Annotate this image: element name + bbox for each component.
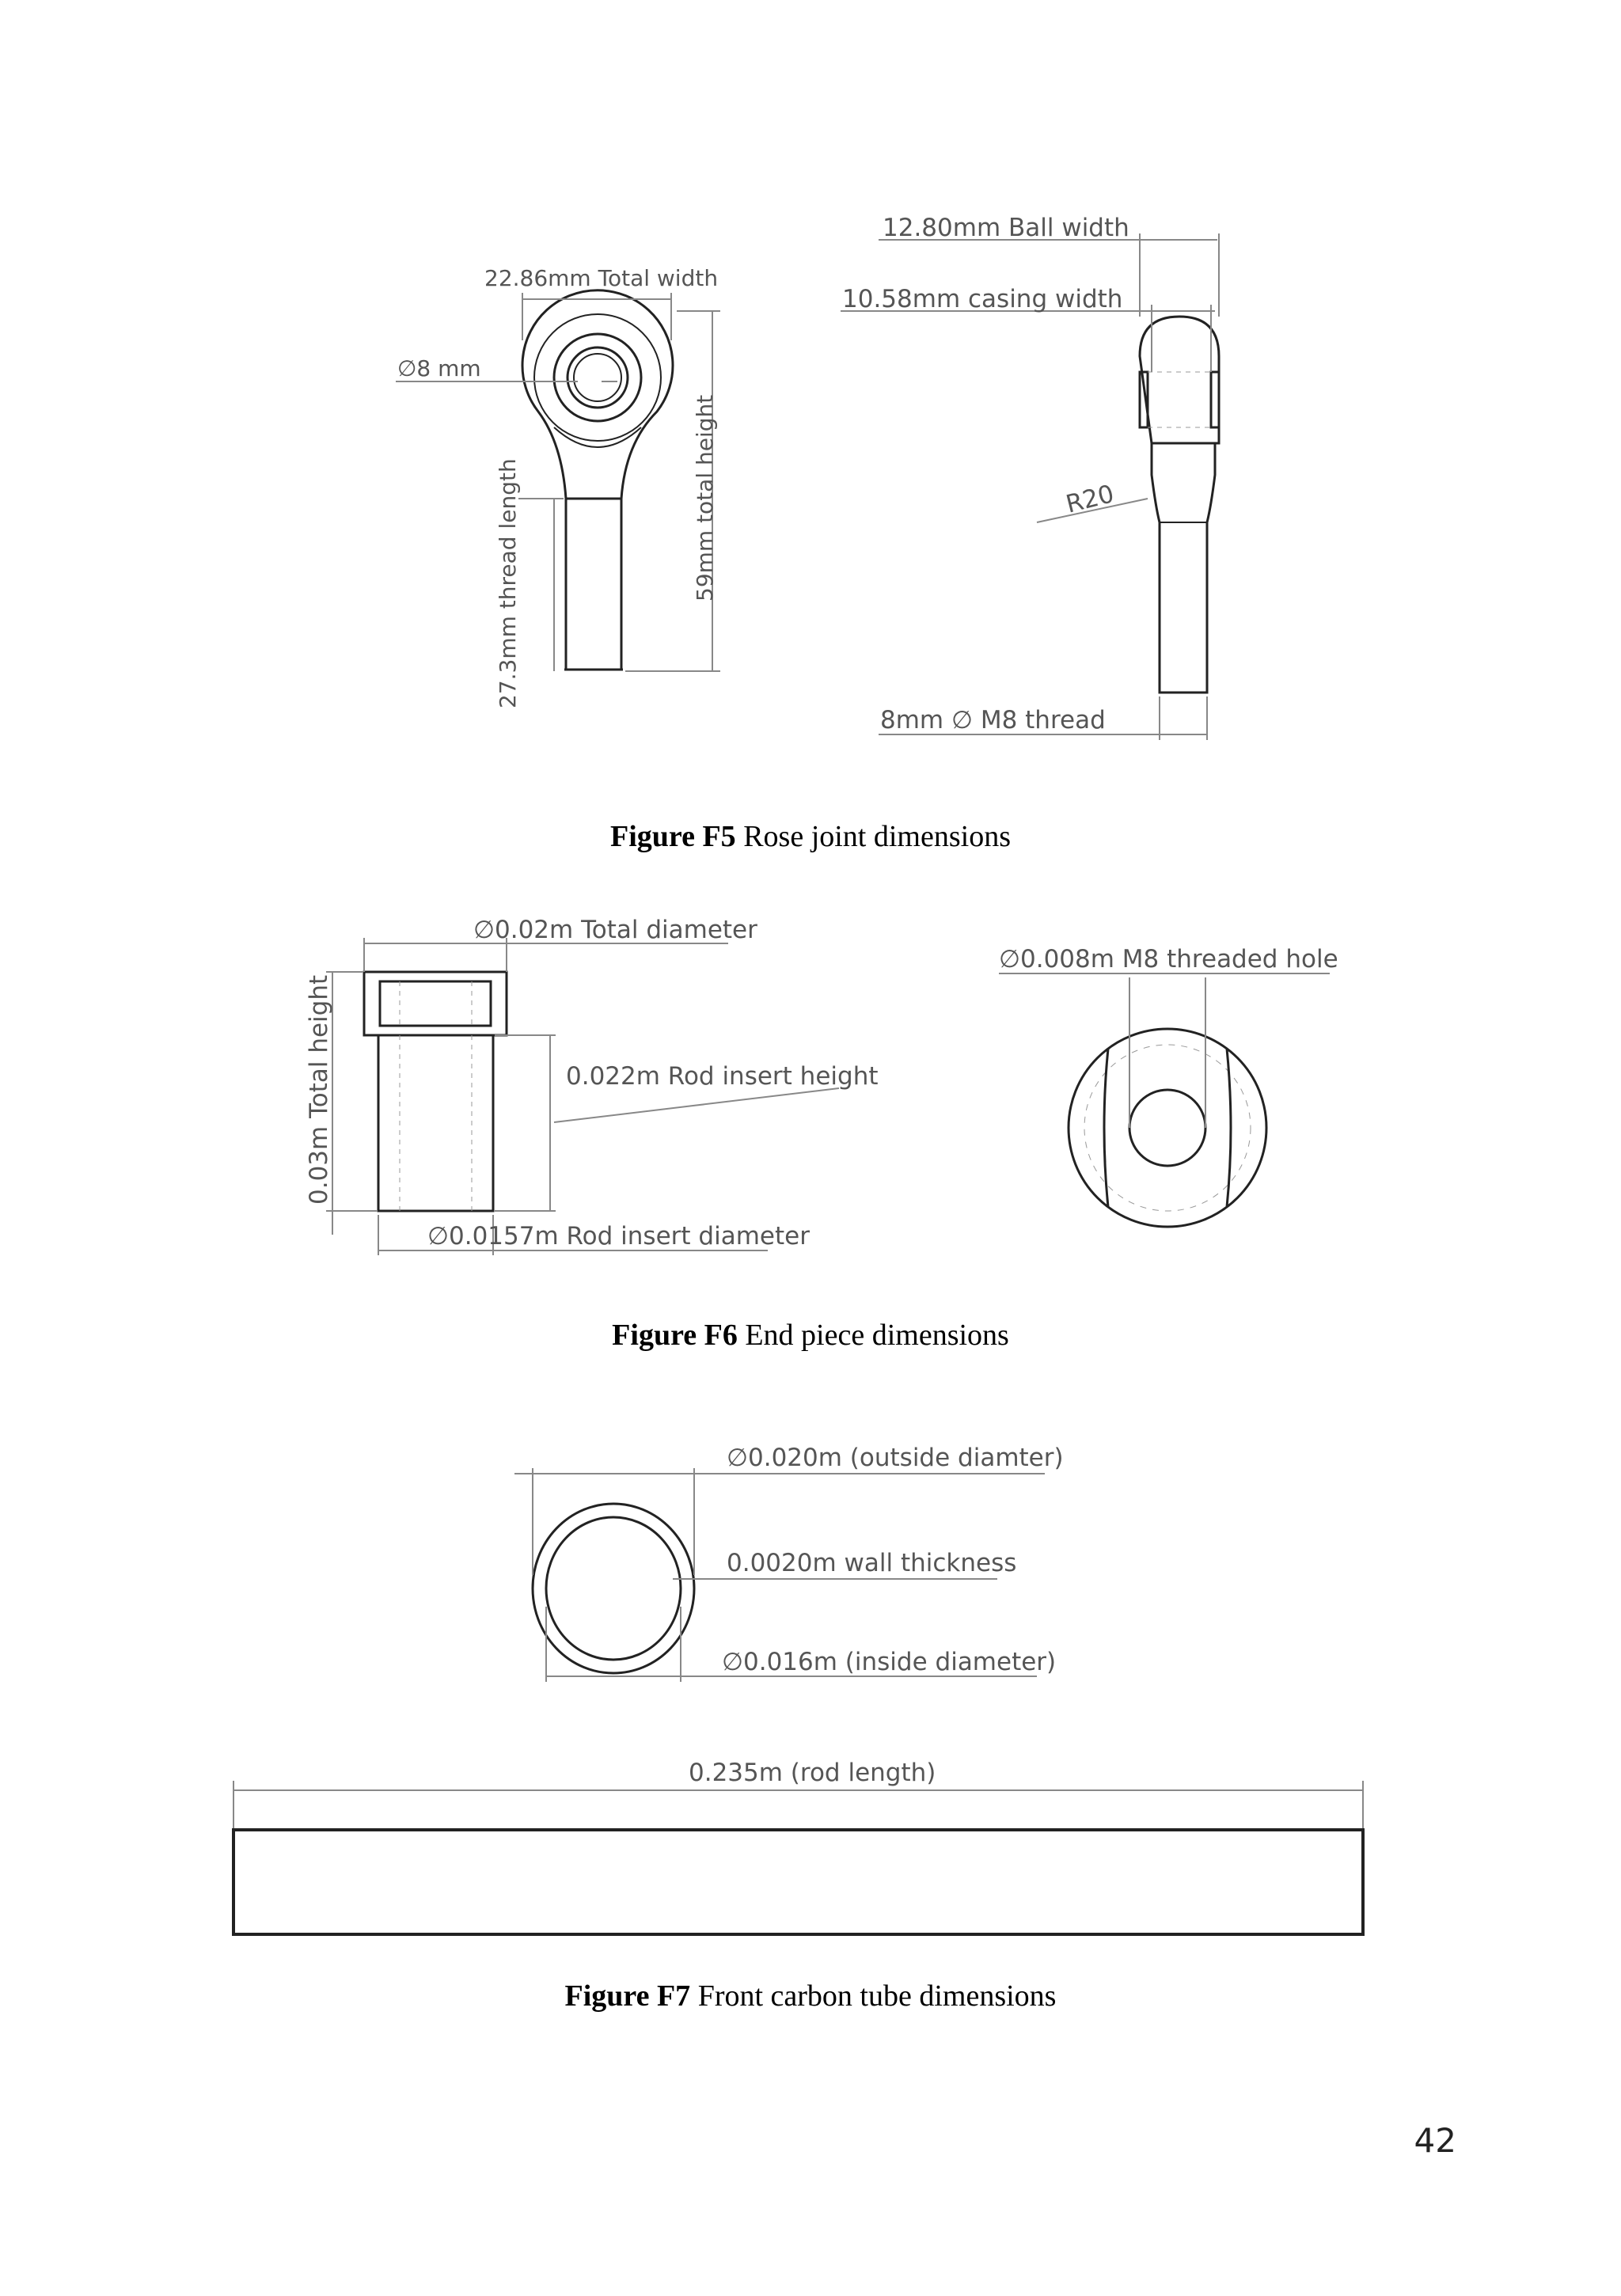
figure-f7-caption bbox=[0, 1979, 1621, 2013]
end-piece-top-view bbox=[1069, 1029, 1266, 1227]
f5-ball-width-label: 12.80mm Ball width bbox=[883, 214, 1129, 242]
f6-total-height-label: 0.03m Total height bbox=[305, 974, 333, 1205]
f5-thread-length-label: 27.3mm thread length bbox=[495, 458, 521, 708]
page-number: 42 bbox=[1414, 2121, 1456, 2160]
f5-radius-label: R20 bbox=[1063, 480, 1118, 519]
f7-wall-thickness-label: 0.0020m wall thickness bbox=[727, 1549, 1017, 1577]
f6-rod-insert-height-label: 0.022m Rod insert height bbox=[566, 1062, 879, 1091]
end-piece-side-view bbox=[364, 972, 507, 1211]
end-piece-top-dimension-lines bbox=[999, 973, 1330, 1128]
f7-inside-diameter-label: ∅0.016m (inside diameter) bbox=[722, 1648, 1057, 1676]
f7-outside-diameter-label: ∅0.020m (outside diamter) bbox=[727, 1444, 1064, 1472]
f5-casing-width-label: 10.58mm casing width bbox=[842, 285, 1123, 313]
f6-rod-insert-diameter-label: ∅0.0157m Rod insert diameter bbox=[427, 1222, 810, 1250]
figure-f5-caption-text: Rose joint dimensions bbox=[735, 820, 1011, 853]
f6-total-diameter-label: ∅0.02m Total diameter bbox=[473, 916, 757, 944]
f7-rod-length-label: 0.235m (rod length) bbox=[689, 1759, 936, 1787]
carbon-tube-cross-section bbox=[533, 1504, 694, 1673]
f5-total-height-label: 59mm total height bbox=[692, 394, 718, 602]
f6-threaded-hole-label: ∅0.008m M8 threaded hole bbox=[999, 945, 1338, 973]
rose-joint-front-view bbox=[522, 290, 673, 670]
carbon-tube-dimension-labels bbox=[689, 1444, 1064, 1787]
f5-bore-label: ∅8 mm bbox=[397, 355, 481, 381]
figure-f5-drawing bbox=[396, 214, 1219, 740]
figure-f6-caption-label: Figure F6 bbox=[612, 1319, 738, 1352]
f5-total-width-label: 22.86mm Total width bbox=[484, 265, 719, 291]
rose-joint-dimension-labels bbox=[397, 214, 1129, 734]
figure-f5-caption-label: Figure F5 bbox=[610, 820, 736, 853]
rose-joint-side-view bbox=[1140, 317, 1219, 693]
figure-f6-drawing bbox=[305, 916, 1338, 1255]
f5-thread-label: 8mm ∅ M8 thread bbox=[880, 706, 1106, 734]
rod-outline bbox=[233, 1830, 1363, 1934]
figure-f7-caption-text: Front carbon tube dimensions bbox=[690, 1979, 1057, 2013]
figure-f6-caption bbox=[0, 1318, 1621, 1353]
carbon-tube-rod bbox=[233, 1781, 1363, 1934]
figure-f7-drawing bbox=[233, 1444, 1363, 1934]
figure-f5-caption bbox=[0, 819, 1621, 854]
figure-f7-caption-label: Figure F7 bbox=[564, 1979, 691, 2013]
figure-f6-caption-text: End piece dimensions bbox=[737, 1319, 1009, 1352]
end-piece-dimension-labels bbox=[305, 916, 1338, 1250]
end-piece-side-dimension-lines bbox=[326, 938, 839, 1255]
